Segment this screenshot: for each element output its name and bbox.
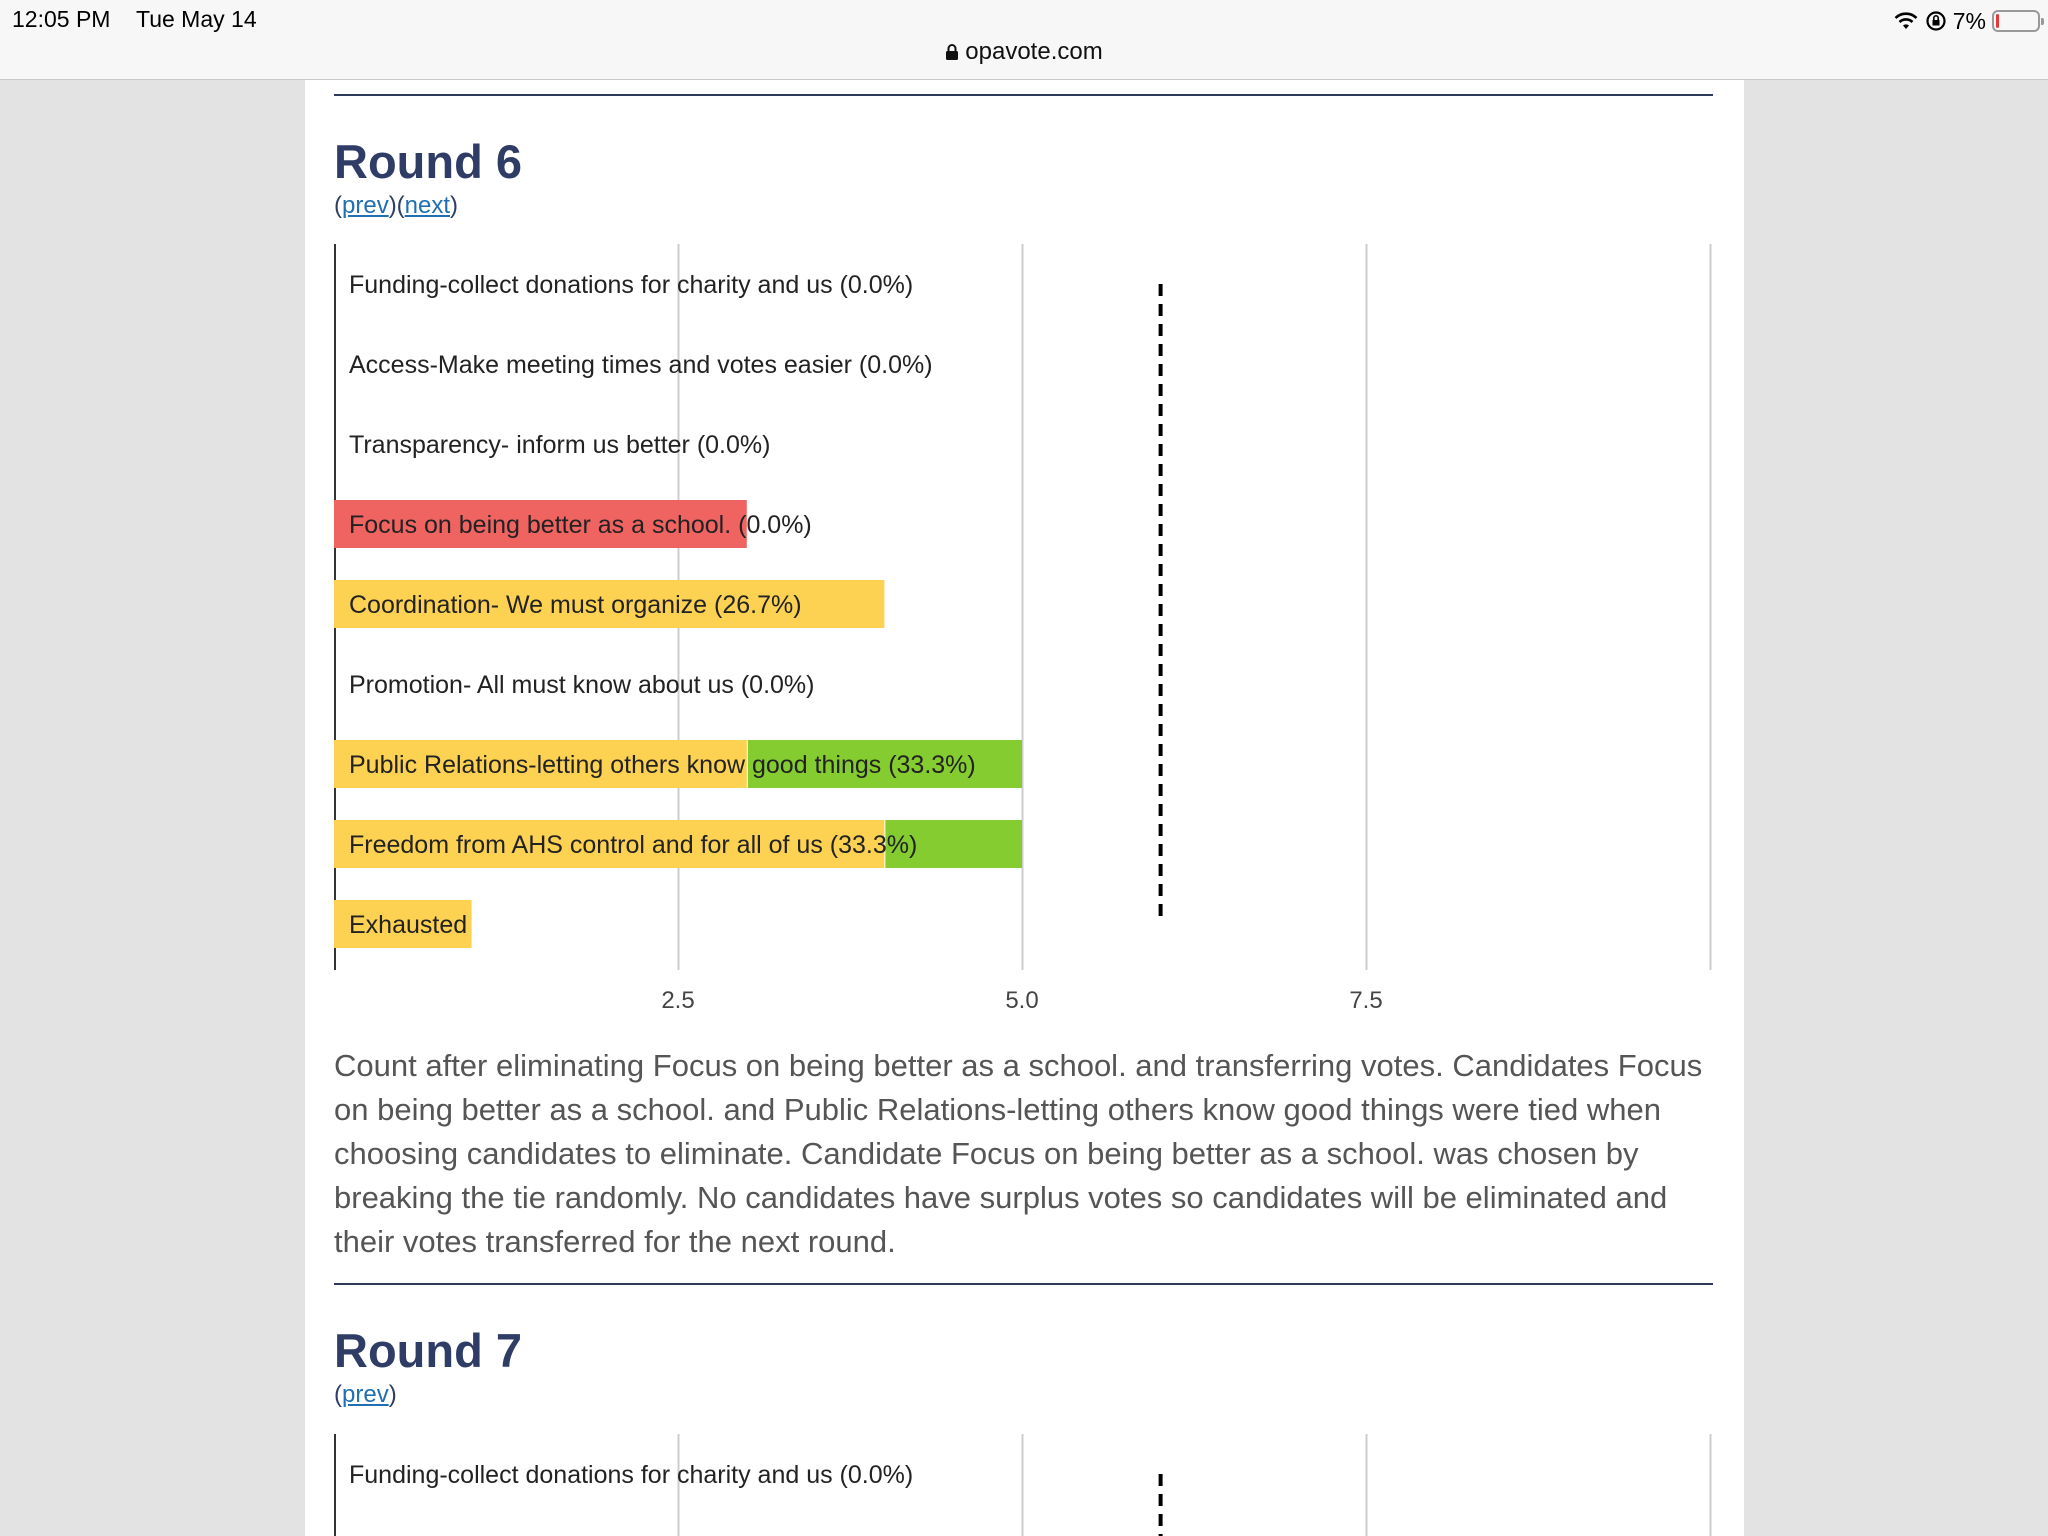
round-7-nav: (prev) xyxy=(334,1381,397,1408)
section-divider xyxy=(334,1283,1713,1285)
browser-top-bar xyxy=(0,0,2048,80)
category-label: Freedom from AHS control and for all of us (33.3%) xyxy=(349,831,918,859)
round-6-prev-link[interactable]: prev xyxy=(342,192,389,219)
x-tick-label: 7.5 xyxy=(1349,987,1383,1014)
round-7-title: Round 7 xyxy=(334,1324,522,1377)
results-card xyxy=(305,80,1744,1536)
category-label: Coordination- We must organize (26.7%) xyxy=(349,591,802,619)
round-7-bar-chart xyxy=(334,1434,1734,1536)
url-text: opavote.com xyxy=(965,38,1103,65)
section-divider xyxy=(334,94,1713,96)
round-6-chart xyxy=(334,244,1734,1104)
category-label: Promotion- All must know about us (0.0%) xyxy=(349,671,815,699)
round-6-nav: (prev)(next) xyxy=(334,192,459,219)
round-7-chart xyxy=(334,1434,1734,1536)
category-label: Focus on being better as a school. (0.0%) xyxy=(349,511,812,539)
category-label: Exhausted xyxy=(349,911,468,939)
status-time xyxy=(12,6,257,33)
category-label: Funding-collect donations for charity and us (0.0%) xyxy=(349,271,914,299)
x-tick-label: 5.0 xyxy=(1005,987,1039,1014)
x-tick-label: 2.5 xyxy=(661,987,695,1014)
category-label: Funding-collect donations for charity and us (0.0%) xyxy=(349,1461,914,1489)
battery-level xyxy=(1996,14,1999,28)
round-7-prev-link[interactable]: prev xyxy=(342,1381,389,1408)
category-label: Transparency- inform us better (0.0%) xyxy=(349,431,771,459)
battery-icon xyxy=(1992,10,2040,32)
status-indicators xyxy=(1893,6,2040,36)
url-bar[interactable] xyxy=(0,38,2048,66)
round-6-next-link[interactable]: next xyxy=(404,192,451,219)
status-clock: 12:05 PM xyxy=(12,6,111,32)
battery-percent: 7% xyxy=(1952,7,1986,34)
round-6-summary: Count after eliminating Focus on being better as a school. and transferring votes. Candidates Focus on being better as a school. and Public Relations-letting others know good things were tied when choosing candidates to eliminate. Candidate Focus on being better as a school. was chosen by breaking the tie randomly. No candidates have surplus votes so candidates will be eliminated and their votes transferred for the next round. xyxy=(334,1048,1703,1259)
round-6-bar-chart xyxy=(334,244,1734,1084)
lock-icon xyxy=(945,43,959,61)
orientation-lock-icon xyxy=(1925,10,1947,32)
wifi-icon xyxy=(1893,11,1919,31)
category-label: Access-Make meeting times and votes easier (0.0%) xyxy=(349,351,933,379)
category-label: Public Relations-letting others know good things (33.3%) xyxy=(349,751,976,779)
status-date: Tue May 14 xyxy=(136,6,257,32)
round-6-title: Round 6 xyxy=(334,135,522,188)
